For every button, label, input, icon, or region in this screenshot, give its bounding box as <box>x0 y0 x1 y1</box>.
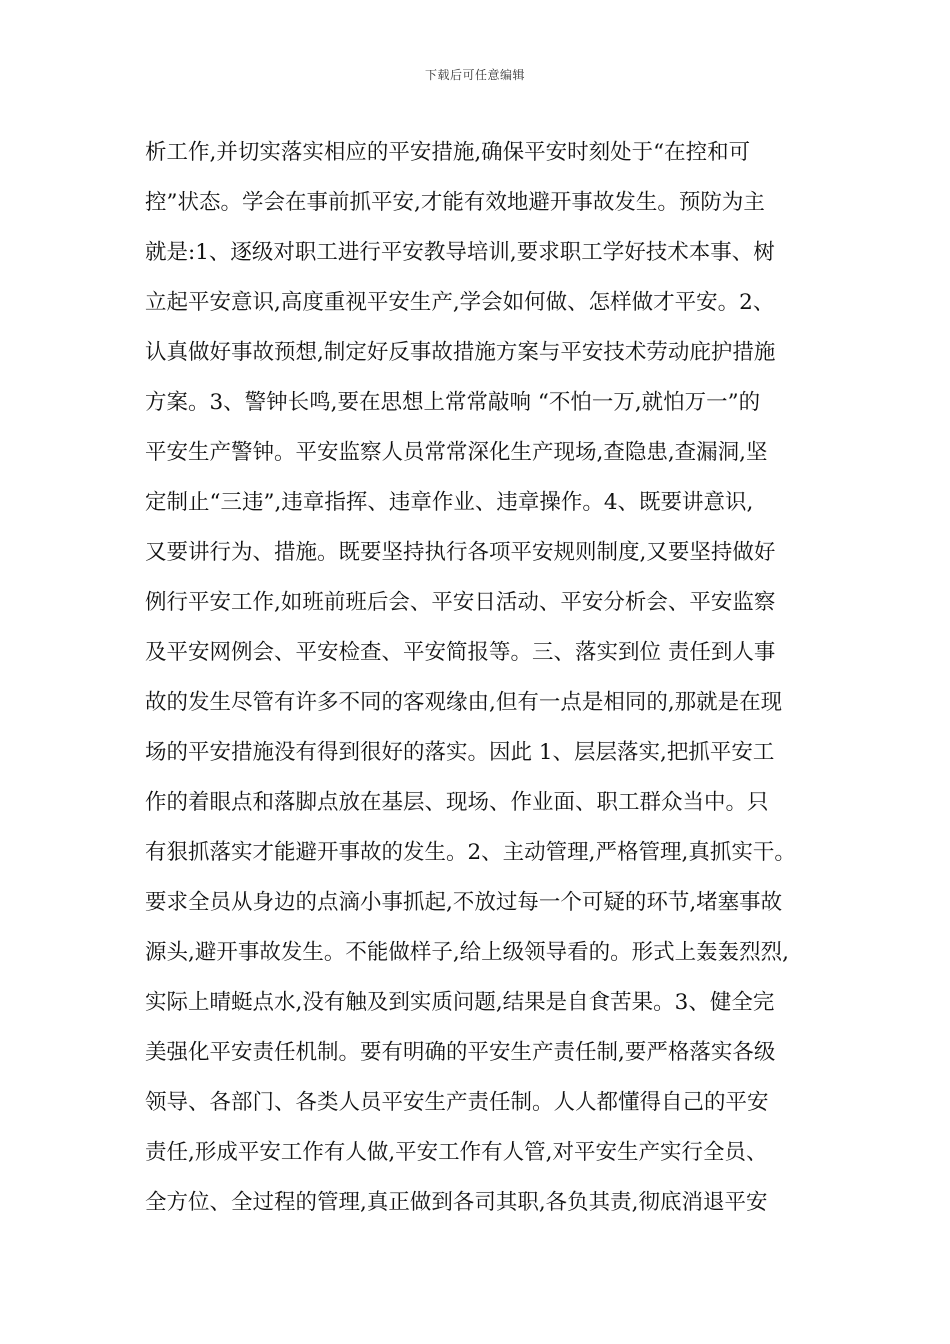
text-line-13: 场的平安措施没有得到很好的落实。因此 1、层层落实,把抓平安工 <box>145 740 775 765</box>
text-line-1: 析工作,并切实落实相应的平安措施,确保平安时刻处于“在控和可 <box>145 140 751 165</box>
text-line-4: 立起平安意识,高度重视平安生产,学会如何做、怎样做才平安。2、 <box>145 290 775 315</box>
text-line-15: 有狠抓落实才能避开事故的发生。2、主动管理,严格管理,真抓实干。 <box>145 840 796 865</box>
text-line-7: 平安生产警钟。平安监察人员常常深化生产现场,查隐患,查漏洞,坚 <box>145 440 768 465</box>
text-line-22: 全方位、全过程的管理,真正做到各司其职,各负其责,彻底消退平安 <box>145 1190 768 1215</box>
text-line-8: 定制止“三违”,违章指挥、违章作业、违章操作。4、既要讲意识, <box>145 490 754 515</box>
text-line-12: 故的发生尽管有许多不同的客观缘由,但有一点是相同的,那就是在现 <box>145 690 783 715</box>
text-line-6: 方案。3、警钟长鸣,要在思想上常常敲响 “不怕一万,就怕万一”的 <box>145 390 761 415</box>
text-line-2: 控”状态。学会在事前抓平安,才能有效地避开事故发生。预防为主 <box>145 190 765 215</box>
text-line-19: 美强化平安责任机制。要有明确的平安生产责任制,要严格落实各级 <box>145 1040 776 1065</box>
text-line-3: 就是:1、逐级对职工进行平安教导培训,要求职工学好技术本事、树 <box>145 240 775 265</box>
text-line-14: 作的着眼点和落脚点放在基层、现场、作业面、职工群众当中。只 <box>145 790 769 815</box>
text-line-21: 责任,形成平安工作有人做,平安工作有人管,对平安生产实行全员、 <box>145 1140 768 1165</box>
text-line-5: 认真做好事故预想,制定好反事故措施方案与平安技术劳动庇护措施 <box>145 340 776 365</box>
text-line-10: 例行平安工作,如班前班后会、平安日活动、平安分析会、平安监察 <box>145 590 776 615</box>
body-paragraph <box>145 128 810 1228</box>
page-header: 下载后可任意编辑 <box>424 68 525 82</box>
text-line-11: 及平安网例会、平安检查、平安简报等。三、落实到位 责任到人事 <box>145 640 776 665</box>
text-line-9: 又要讲行为、措施。既要坚持执行各项平安规则制度,又要坚持做好 <box>145 540 776 565</box>
text-line-20: 领导、各部门、各类人员平安生产责任制。人人都懂得自己的平安 <box>145 1090 769 1115</box>
text-line-16: 要求全员从身边的点滴小事抓起,不放过每一个可疑的环节,堵塞事故 <box>145 890 783 915</box>
text-line-17: 源头,避开事故发生。不能做样子,给上级领导看的。形式上轰轰烈烈, <box>145 940 790 965</box>
text-line-18: 实际上晴蜓点水,没有触及到实质问题,结果是自食苦果。3、健全完 <box>145 990 775 1015</box>
